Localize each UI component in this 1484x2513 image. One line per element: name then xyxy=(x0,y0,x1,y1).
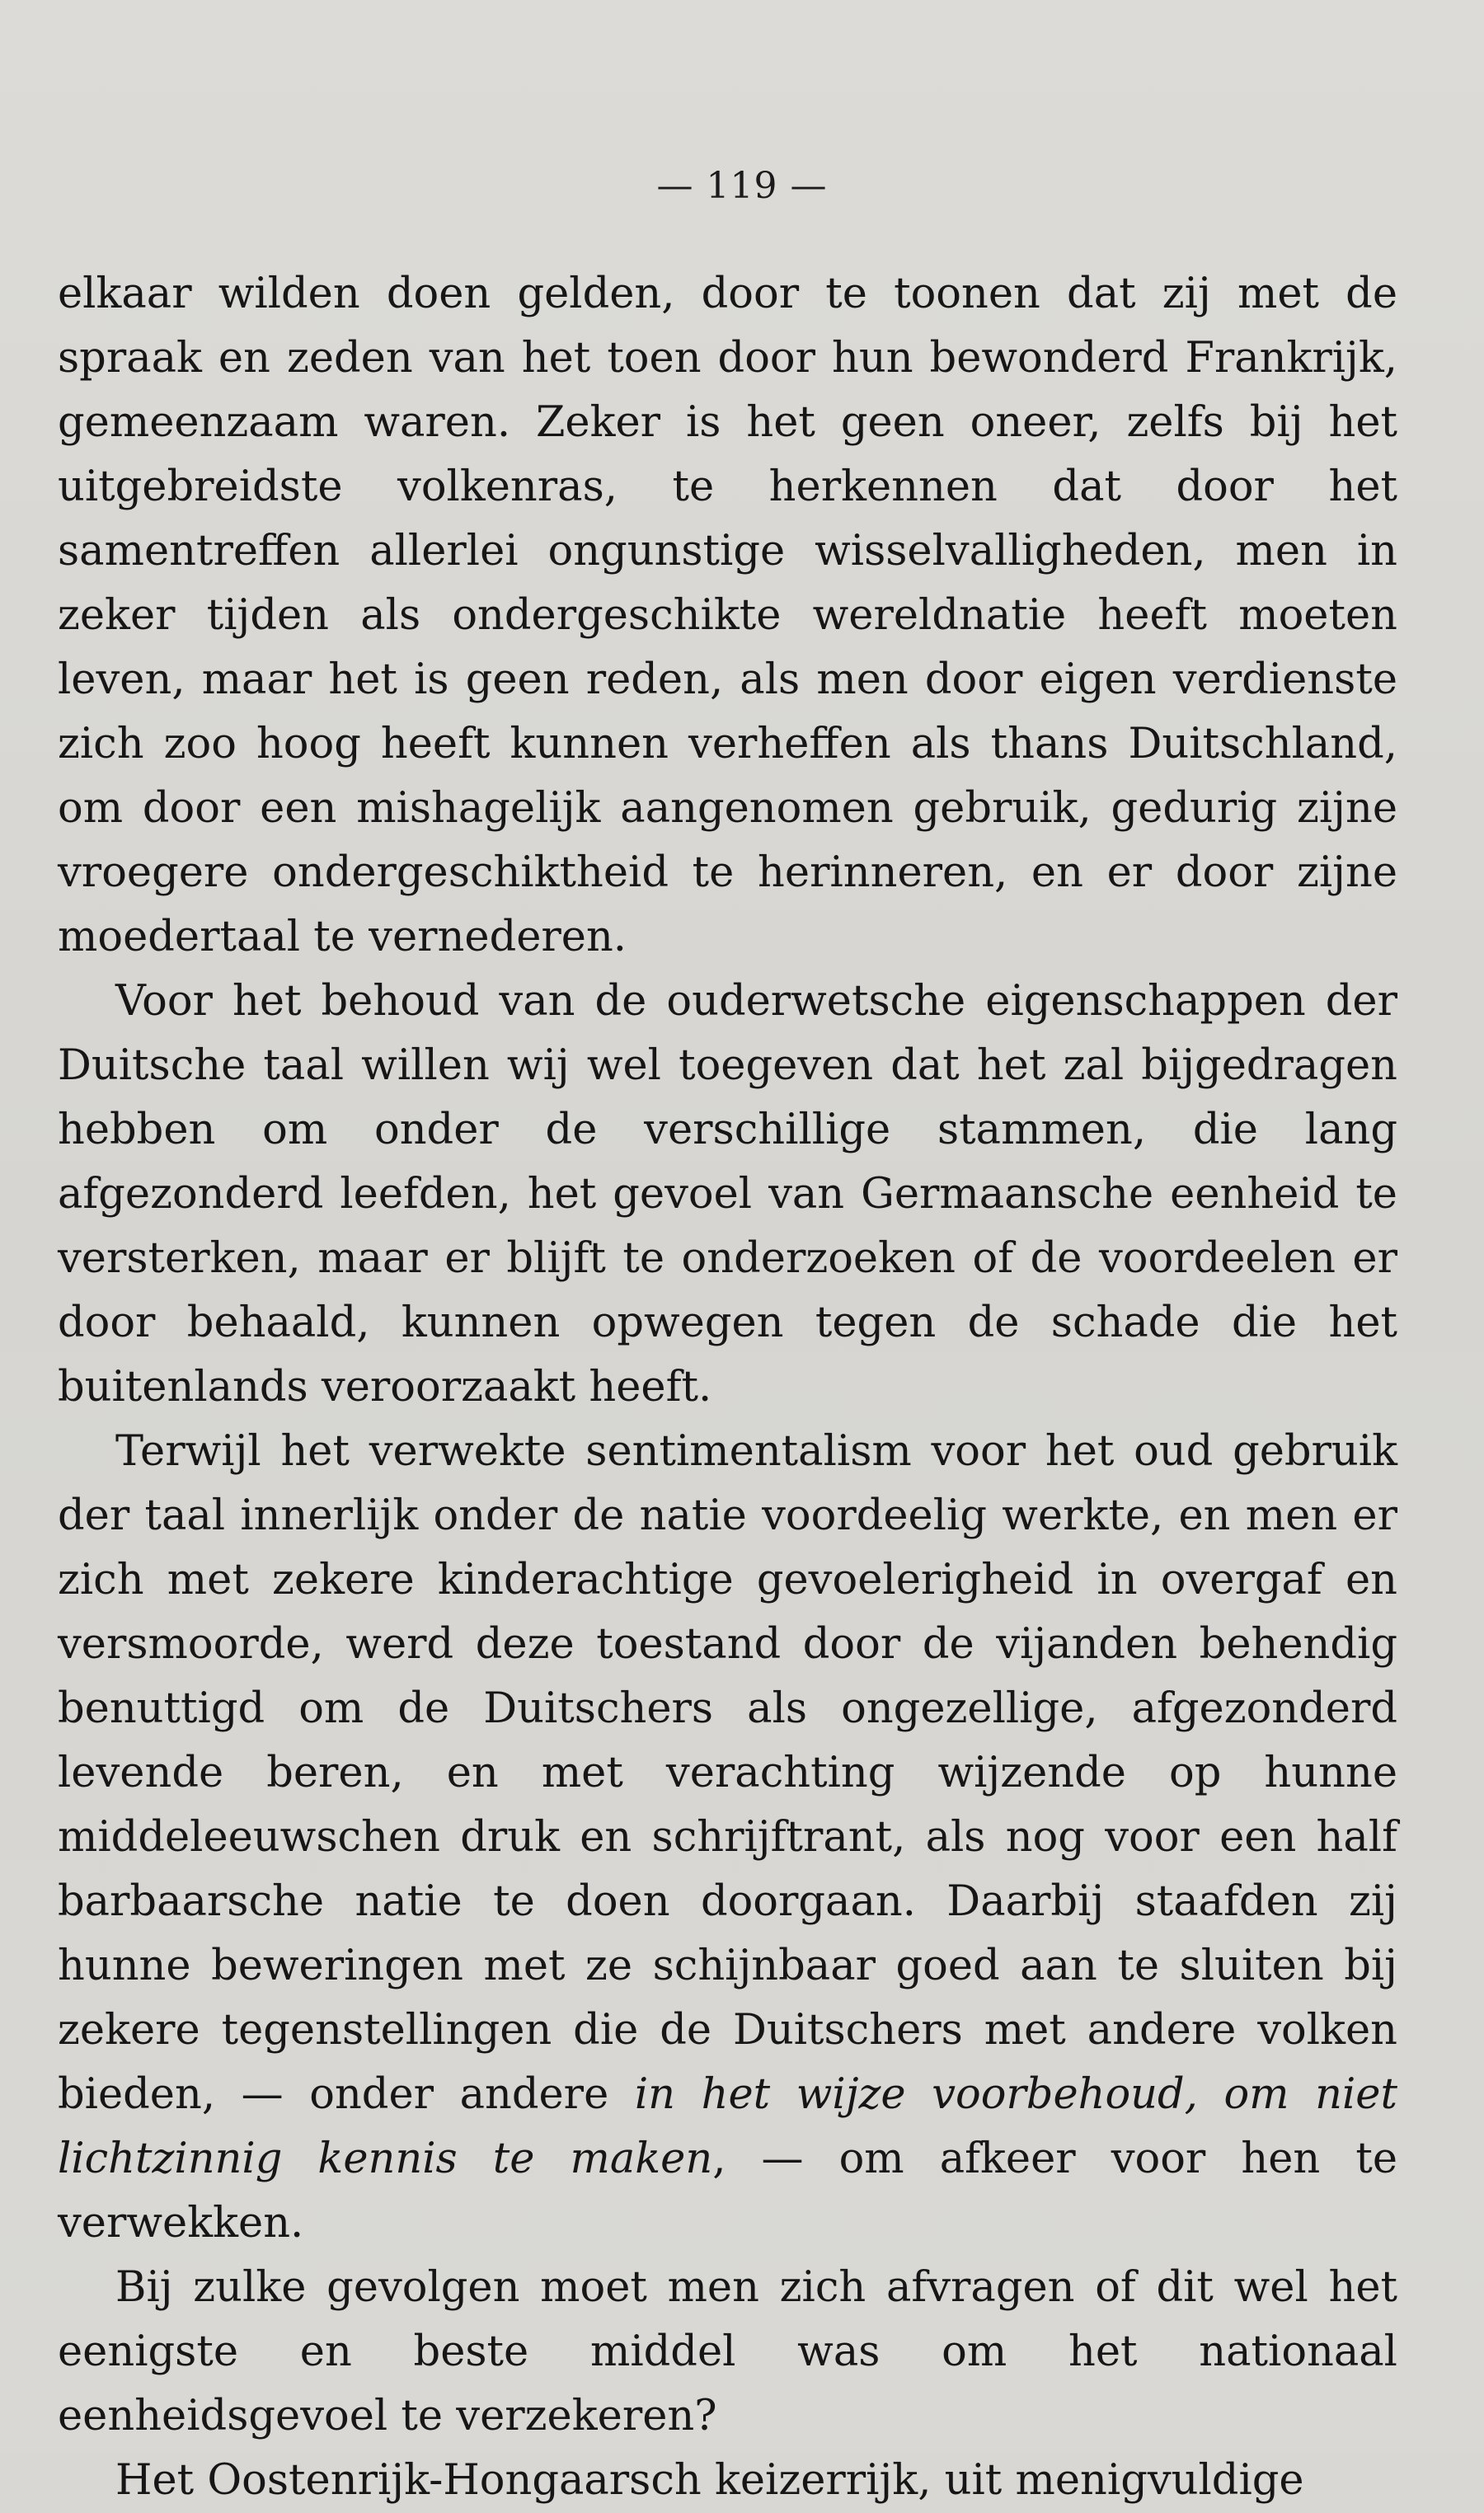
paragraph-3 xyxy=(58,1420,1397,2256)
paragraph-4: Bij zulke gevolgen moet men zich afvragen of dit wel het eenigste en beste middel was om het nationaal eenheidsgevoel te verzekeren? xyxy=(58,2263,1397,2440)
page-number-header: — 119 — xyxy=(656,165,828,207)
paragraph-3-part-a: Terwijl het verwekte sentimentalism voor het oud gebruik der taal innerlijk onder de natie voordeelig werkte, en men er zich met zekere kinderachtige gevoelerigheid in overgaf en versmoorde, werd deze toestand door de vijanden behendig benuttigd om de Duitschers als ongezellige, afgezonderd levende beren, en met verachting wijzende op hunne middeleeuwschen druk en schrijftrant, als nog voor een half barbaarsche natie te doen doorgaan. Daarbij staafden zij hunne beweringen met ze schijnbaar goed aan te sluiten bij zekere tegenstellingen die de Duitschers met andere volken bieden, — onder andere xyxy=(58,1427,1397,2119)
paragraph-3-italic: in het wijze voorbehoud, om niet lichtzinnig kennis te maken xyxy=(58,2070,1397,2183)
paragraph-5: Het Oostenrijk-Hongaarsch keizerrijk, uit menigvuldige xyxy=(115,2456,1304,2505)
paragraph-2: Voor het behoud van de ouderwetsche eigenschappen der Duitsche taal willen wij wel toegeven dat het zal bijgedragen hebben om onder de verschillige stammen, die lang afgezonderd leefden, het gevoel van Germaansche eenheid te versterken, maar er blijft te onderzoeken of de voordeelen er door behaald, kunnen opwegen tegen de schade die het buitenlands veroorzaakt heeft. xyxy=(58,977,1397,1412)
paragraph-1: elkaar wilden doen gelden, door te toonen dat zij met de spraak en zeden van het toen door hun bewonderd Frankrijk, gemeenzaam waren. Zeker is het geen oneer, zelfs bij het uitgebreidste volkenras, te herkennen dat door het samentreffen allerlei ongunstige wisselvalligheden, men in zeker tijden als ondergeschikte wereldnatie heeft moeten leven, maar het is geen reden, als men door eigen verdienste zich zoo hoog heeft kunnen verheffen als thans Duitschland, om door een mishagelijk aangenomen gebruik, gedurig zijne vroegere ondergeschiktheid te herinneren, en er door zijne moedertaal te vernederen. xyxy=(58,270,1397,961)
paragraph-3-part-b: , — om afkeer voor hen te verwekken. xyxy=(58,2135,1397,2248)
page-body xyxy=(58,262,1397,2513)
